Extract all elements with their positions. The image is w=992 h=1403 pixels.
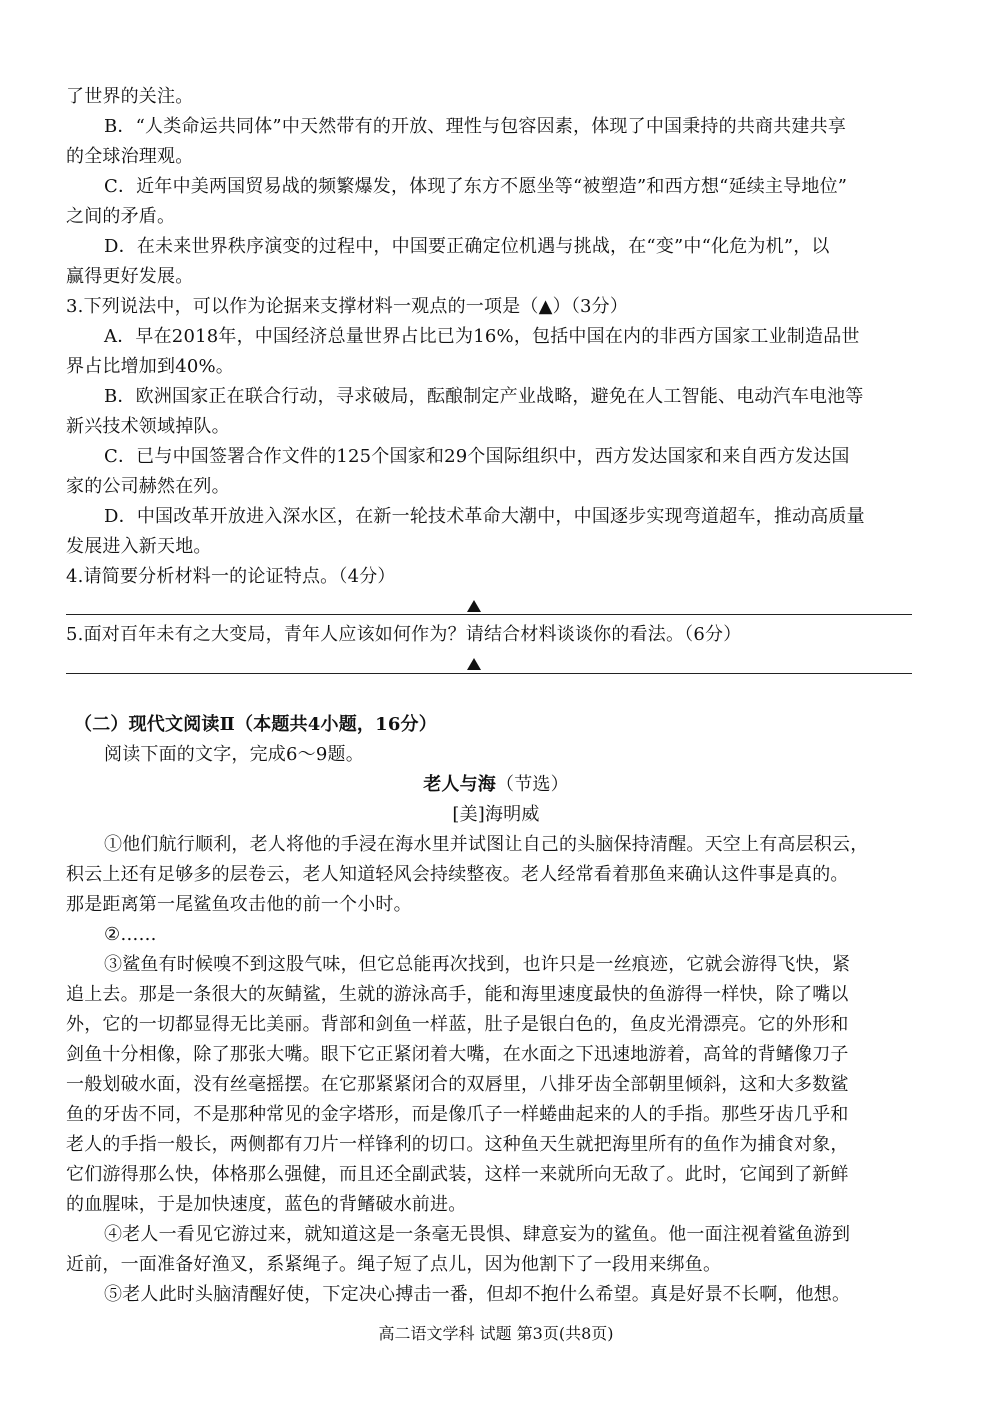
text-line: 的全球治理观。 — [66, 146, 194, 167]
article-title — [0, 770, 992, 800]
text-line: 它们游得那么快，体格那么强健，而且还全副武装，这样一来就所向无敌了。此时，它闻到了新鲜 — [66, 1164, 849, 1185]
answer-line-q4[interactable] — [66, 614, 912, 615]
text-line: 发展进入新天地。 — [66, 536, 212, 557]
question-3: 3.下列说法中，可以作为论据来支撑材料一观点的一项是（▲）（3分） — [66, 296, 629, 317]
text-line: 那是距离第一尾鲨鱼攻击他的前一个小时。 — [66, 894, 412, 915]
text-line: 积云上还有足够多的层卷云，老人知道轻风会持续整夜。老人经常看着那鱼来确认这件事是真的。 — [66, 864, 849, 885]
text-line: 之间的矛盾。 — [66, 206, 176, 227]
text-line: 老人的手指一般长，两侧都有刀片一样锋利的切口。这种鱼天生就把海里所有的鱼作为捕食对象， — [66, 1134, 849, 1155]
q3-option-c: C．已与中国签署合作文件的125个国家和29个国际组织中，西方发达国家和来自西方发达国 — [104, 446, 850, 467]
q3-option-a: A．早在2018年，中国经济总量世界占比已为16%，包括中国在内的非西方国家工业制造品世 — [104, 326, 860, 347]
section-heading: （二）现代文阅读Ⅱ（本题共4小题，16分） — [74, 714, 437, 735]
paragraph-2: ②…… — [104, 924, 157, 945]
text-line: 外，它的一切都显得无比美丽。背部和剑鱼一样蓝，肚子是银白色的，鱼皮光滑漂亮。它的外形和 — [66, 1014, 849, 1035]
section-instruction: 阅读下面的文字，完成6～9题。 — [104, 744, 364, 765]
text-line: 剑鱼十分相像，除了那张大嘴。眼下它正紧闭着大嘴，在水面之下迅速地游着，高耸的背鳍像刀子 — [66, 1044, 849, 1065]
q3-option-b: B．欧洲国家正在联合行动，寻求破局，酝酿制定产业战略，避免在人工智能、电动汽车电池等 — [104, 386, 864, 407]
paragraph-4: ④老人一看见它游过来，就知道这是一条毫无畏惧、肆意妄为的鲨鱼。他一面注视着鲨鱼游到 — [104, 1224, 851, 1245]
text-line: 近前，一面准备好渔叉，系紧绳子。绳子短了点儿，因为他割下了一段用来绑鱼。 — [66, 1254, 722, 1275]
paragraph-5: ⑤老人此时头脑清醒好使，下定决心搏击一番，但却不抱什么希望。真是好景不长啊，他想。 — [104, 1284, 851, 1305]
text-line: 追上去。那是一条很大的灰鲭鲨，生就的游泳高手，能和海里速度最快的鱼游得一样快，除了嘴以 — [66, 984, 849, 1005]
text-line: 一般划破水面，没有丝毫摇摆。在它那紧紧闭合的双唇里，八排牙齿全部朝里倾斜，这和大多数鲨 — [66, 1074, 849, 1095]
answer-marker-icon — [467, 658, 481, 670]
option-d: D．在未来世界秩序演变的过程中，中国要正确定位机遇与挑战，在“变”中“化危为机”，以 — [104, 236, 830, 257]
text-line: 赢得更好发展。 — [66, 266, 194, 287]
option-b: B．“人类命运共同体”中天然带有的开放、理性与包容因素，体现了中国秉持的共商共建共享 — [104, 116, 847, 137]
text-line: 的血腥味，于是加快速度，蓝色的背鳍破水前进。 — [66, 1194, 467, 1215]
article-author: [美]海明威 — [452, 804, 540, 825]
question-5: 5.面对百年未有之大变局，青年人应该如何作为？请结合材料谈谈你的看法。（6分） — [66, 624, 742, 645]
text-line: 界占比增加到40%。 — [66, 356, 235, 377]
answer-line-q5[interactable] — [66, 673, 912, 674]
text-line: 家的公司赫然在列。 — [66, 476, 230, 497]
q3-option-d: D．中国改革开放进入深水区，在新一轮技术革命大潮中，中国逐步实现弯道超车，推动高质量 — [104, 506, 865, 527]
paragraph-3: ③鲨鱼有时候嗅不到这股气味，但它总能再次找到，也许只是一丝痕迹，它就会游得飞快，紧 — [104, 954, 851, 975]
answer-marker-icon — [467, 600, 481, 612]
question-4: 4.请简要分析材料一的论证特点。（4分） — [66, 566, 396, 587]
page-footer: 高二语文学科 试题 第3页(共8页) — [378, 1324, 614, 1343]
paragraph-1: ①他们航行顺利，老人将他的手浸在海水里并试图让自己的头脑保持清醒。天空上有高层积云， — [104, 834, 869, 855]
title-main: 老人与海 — [423, 774, 496, 795]
text-line: 鱼的牙齿不同，不是那种常见的金字塔形，而是像爪子一样蜷曲起来的人的手指。那些牙齿几乎和 — [66, 1104, 849, 1125]
text-line: 新兴技术领域掉队。 — [66, 416, 230, 437]
text-line: 了世界的关注。 — [66, 86, 194, 107]
option-c: C．近年中美两国贸易战的频繁爆发，体现了东方不愿坐等“被塑造”和西方想“延续主导地位” — [104, 176, 848, 197]
title-note: （节选） — [496, 774, 569, 795]
